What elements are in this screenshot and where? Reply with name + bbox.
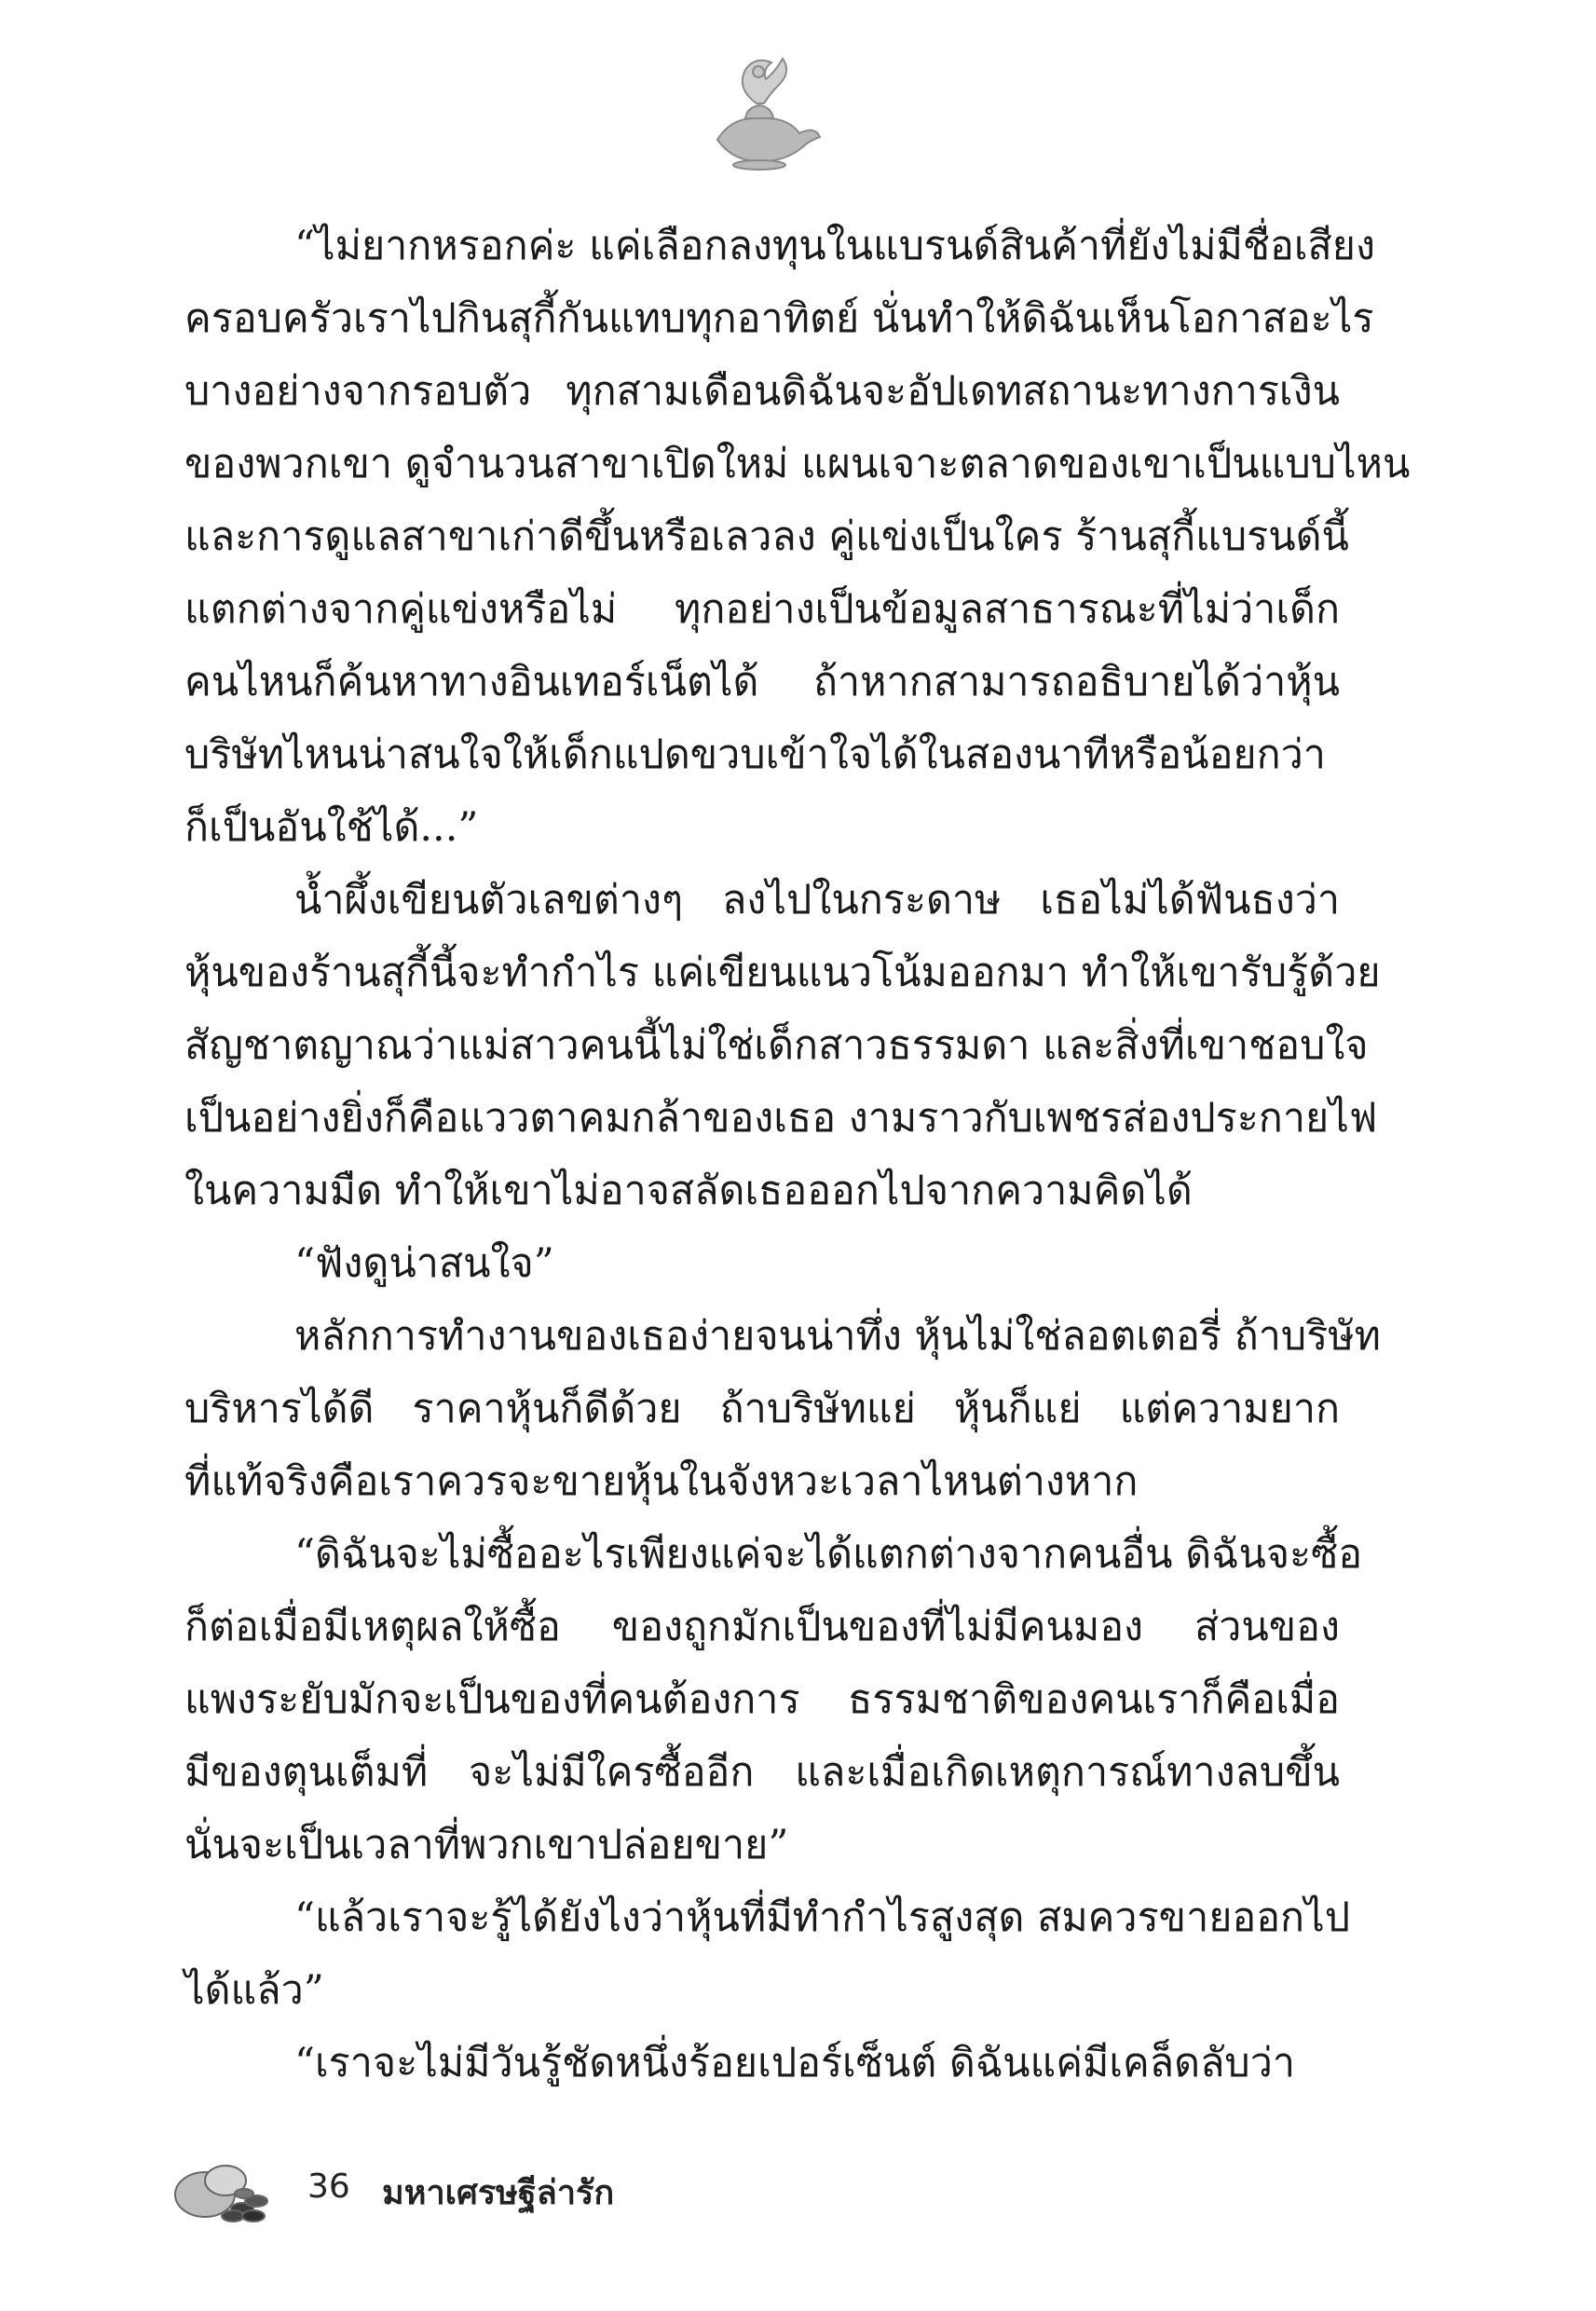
- paragraph: [184, 1518, 1363, 1881]
- coins-ornament-icon: [168, 2143, 275, 2227]
- paragraph: [184, 2027, 1340, 2099]
- paragraph: [184, 864, 1381, 1227]
- paragraph: [184, 1300, 1381, 1518]
- magic-lamp-ornament-icon: [689, 51, 829, 172]
- text-line: ในความมืด ทำให้เขาไม่อาจสลัดเธอออกไปจากความคิดได้: [184, 1168, 1193, 1214]
- text-line: แตกต่างจากคู่แข่งหรือไม่ ทุกอย่างเป็นข้อมูลสาธารณะที่ไม่ว่าเด็ก: [184, 586, 1340, 633]
- page-footer: [168, 2143, 1006, 2227]
- text-line: หลักการทำงานของเธอง่ายจนน่าทึ่ง หุ้นไม่ใช่ลอตเตอรี่ ถ้าบริษัท: [294, 1313, 1381, 1360]
- text-line: บริหารได้ดี ราคาหุ้นก็ดีด้วย ถ้าบริษัทแย่ หุ้นก็แย่ แต่ความยาก: [184, 1386, 1340, 1432]
- text-line: คนไหนก็ค้นหาทางอินเทอร์เน็ตได้ ถ้าหากสามารถอธิบายได้ว่าหุ้น: [184, 659, 1340, 705]
- paragraph: [184, 210, 1411, 864]
- text-line: ของพวกเขา ดูจำนวนสาขาเปิดใหม่ แผนเจาะตลาดของเขาเป็นแบบไหน: [184, 441, 1411, 487]
- text-line: หุ้นของร้านสุกี้นี้จะทำกำไร แค่เขียนแนวโน้มออกมา ทำให้เขารับรู้ด้วย: [184, 950, 1381, 996]
- text-line: “ฟังดูน่าสนใจ”: [294, 1240, 554, 1287]
- text-line: แพงระยับมักจะเป็นของที่คนต้องการ ธรรมชาติของคนเราก็คือเมื่อ: [184, 1676, 1340, 1723]
- text-line: ได้แล้ว”: [184, 1967, 324, 2014]
- text-line: บางอย่างจากรอบตัว ทุกสามเดือนดิฉันจะอัปเดทสถานะทางการเงิน: [184, 368, 1340, 415]
- text-line: นั่นจะเป็นเวลาที่พวกเขาปล่อยขาย”: [184, 1822, 789, 1868]
- text-line: สัญชาตญาณว่าแม่สาวคนนี้ไม่ใช่เด็กสาวธรรมดา และสิ่งที่เขาชอบใจ: [184, 1022, 1369, 1069]
- text-line: “แล้วเราจะรู้ได้ยังไงว่าหุ้นที่มีทำกำไรสูงสุด สมควรขายออกไป: [294, 1894, 1351, 1941]
- book-title: มหาเศรษฐีล่ารัก: [382, 2174, 615, 2212]
- text-line: มีของตุนเต็มที่ จะไม่มีใครซื้ออีก และเมื่อเกิดเหตุการณ์ทางลบขึ้น: [184, 1749, 1340, 1796]
- text-line: “ดิฉันจะไม่ซื้ออะไรเพียงแค่จะได้แตกต่างจากคนอื่น ดิฉันจะซื้อ: [294, 1531, 1363, 1578]
- text-line: ที่แท้จริงคือเราควรจะขายหุ้นในจังหวะเวลาไหนต่างหาก: [184, 1458, 1139, 1505]
- text-line: ครอบครัวเราไปกินสุกี้กันแทบทุกอาทิตย์ นั่นทำให้ดิฉันเห็นโอกาสอะไร: [184, 295, 1374, 342]
- text-line: น้ำผึ้งเขียนตัวเลขต่างๆ ลงไปในกระดาษ เธอไม่ได้ฟันธงว่า: [294, 877, 1340, 923]
- text-line: “เราจะไม่มีวันรู้ชัดหนึ่งร้อยเปอร์เซ็นต์ ดิฉันแค่มีเคล็ดลับว่า: [294, 2040, 1296, 2086]
- paragraph: [184, 1227, 1340, 1300]
- text-line: ก็ต่อเมื่อมีเหตุผลให้ซื้อ ของถูกมักเป็นของที่ไม่มีคนมอง ส่วนของ: [184, 1604, 1340, 1650]
- page-number: 36: [307, 2167, 350, 2206]
- paragraph: [184, 1881, 1351, 2027]
- text-line: บริษัทไหนน่าสนใจให้เด็กแปดขวบเข้าใจได้ในสองนาทีหรือน้อยกว่า: [184, 732, 1326, 778]
- text-line: เป็นอย่างยิ่งก็คือแววตาคมกล้าของเธอ งามราวกับเพชรส่องประกายไฟ: [184, 1095, 1378, 1142]
- text-line: และการดูแลสาขาเก่าดีขึ้นหรือเลวลง คู่แข่งเป็นใคร ร้านสุกี้แบรนด์นี้: [184, 513, 1349, 560]
- body-text: [184, 210, 1411, 2099]
- text-line: ก็เป็นอันใช้ได้...”: [184, 804, 479, 851]
- text-line: “ไม่ยากหรอกค่ะ แค่เลือกลงทุนในแบรนด์สินค้าที่ยังไม่มีชื่อเสียง: [294, 223, 1375, 269]
